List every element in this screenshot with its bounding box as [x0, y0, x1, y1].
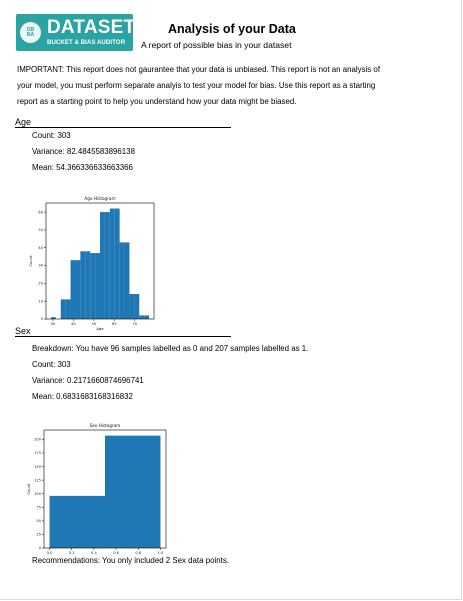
sex-histogram-x-tick-label: 0.0: [46, 551, 53, 555]
sex-histogram-y-tick-label: 75: [36, 505, 41, 510]
sex-histogram-bar: [105, 436, 160, 548]
sex-histogram-x-tick-label: 1.0: [157, 551, 164, 555]
dataset-logo: [16, 14, 136, 51]
age-histogram-x-tick-label: 40: [71, 322, 76, 326]
sex-mean: Mean: 0.6831683168316832: [32, 392, 133, 401]
report-title: Analysis of your Data: [168, 22, 296, 36]
age-histogram-bar: [120, 242, 125, 319]
age-histogram-bar: [115, 209, 120, 319]
sex-histogram-y-tick-label: 200: [34, 437, 41, 442]
sex-histogram-y-label: Count: [26, 483, 31, 495]
age-histogram-bar: [134, 294, 139, 319]
sex-histogram-title: Sex Histogram: [89, 423, 121, 428]
age-histogram-bar: [105, 212, 110, 319]
important-notice: [17, 62, 447, 110]
age-histogram-bar: [129, 294, 134, 319]
logo-badge-top: DB: [26, 26, 35, 33]
sex-histogram-bar: [50, 496, 105, 548]
age-histogram-x-tick-label: 60: [112, 322, 117, 326]
sex-histogram-y-tick-label: 150: [34, 464, 41, 469]
section-heading-sex: Sex: [15, 326, 31, 336]
section-heading-age: Age: [15, 117, 32, 127]
age-count: Count: 303: [32, 131, 71, 140]
age-histogram-bar: [90, 253, 95, 319]
sex-histogram-y-tick-label: 125: [34, 478, 41, 483]
sex-breakdown: Breakdown: You have 96 samples labelled as 0 and 207 samples labelled as 1.: [32, 344, 309, 353]
age-histogram-bar: [95, 253, 100, 319]
age-histogram-title: Age Histogram: [84, 196, 116, 201]
age-histogram-y-tick-label: 50: [38, 228, 43, 233]
notice-line: report as a starting point to help you understand how your data might be biased.: [17, 97, 297, 106]
age-histogram-bar: [66, 299, 71, 319]
sex-histogram-x-tick-label: 0.2: [68, 551, 75, 555]
age-histogram-x-tick-label: 70: [132, 322, 138, 326]
age-histogram-y-tick-label: 10: [38, 299, 43, 304]
section-rule: [15, 336, 231, 337]
age-histogram-y-tick-label: 60: [38, 210, 43, 215]
age-mean: Mean: 54.366336633663366: [32, 163, 133, 172]
age-histogram-x-label: Age: [96, 326, 104, 331]
report-subtitle: A report of possible bias in your dataset: [141, 40, 292, 50]
age-histogram-y-tick-label: 40: [38, 245, 43, 250]
sex-variance: Variance: 0.2171660874696741: [32, 376, 144, 385]
sex-histogram-y-tick-label: 25: [36, 532, 41, 537]
age-histogram-bar: [125, 242, 130, 319]
sex-recommendations: Recommendations: You only included 2 Sex data points.: [32, 556, 229, 565]
age-histogram-bar: [80, 251, 85, 319]
section-rule: [15, 127, 231, 128]
sex-histogram-chart: [26, 418, 172, 558]
age-histogram-bar: [85, 251, 90, 319]
notice-line: your model, you must perform separate analyis to test your model for bias. Use this report as a starting: [17, 81, 376, 90]
notice-line: IMPORTANT: This report does not gaurantee that your data is unbiased. This report is not an analysis of: [17, 65, 381, 74]
age-histogram-y-label: Count: [28, 255, 33, 267]
sex-histogram-y-tick-label: 0: [38, 546, 41, 551]
age-variance: Variance: 82.4845583896138: [32, 147, 135, 156]
age-histogram-y-tick-label: 20: [38, 281, 43, 286]
logo-tagline: BUCKET & BIAS AUDITOR: [47, 39, 126, 46]
logo-badge: [20, 22, 41, 43]
age-histogram-y-tick-label: 30: [38, 263, 43, 268]
logo-wordmark: DATASET: [47, 17, 136, 38]
age-histogram-bar: [100, 212, 105, 319]
age-histogram-bar: [61, 299, 66, 319]
sex-count: Count: 303: [32, 360, 71, 369]
age-histogram-x-tick-label: 50: [91, 322, 97, 326]
sex-histogram-y-tick-label: 50: [36, 519, 41, 524]
sex-histogram-x-tick-label: 0.4: [91, 551, 97, 555]
age-histogram-y-tick-label: 0: [40, 317, 43, 322]
age-histogram-bar: [144, 315, 149, 319]
age-histogram-bar: [75, 260, 80, 319]
age-histogram-bar: [71, 260, 76, 319]
sex-histogram-y-tick-label: 100: [34, 491, 41, 496]
age-histogram-x-tick-label: 30: [50, 322, 56, 326]
sex-histogram-x-tick-label: 0.6: [113, 551, 119, 555]
sex-histogram-y-tick-label: 175: [34, 451, 41, 456]
age-histogram-bar: [139, 315, 144, 319]
logo-badge-bottom: BA: [26, 31, 35, 38]
sex-histogram-x-tick-label: 0.8: [135, 551, 142, 555]
age-histogram-bar: [110, 209, 115, 319]
age-histogram-chart: [26, 193, 166, 341]
